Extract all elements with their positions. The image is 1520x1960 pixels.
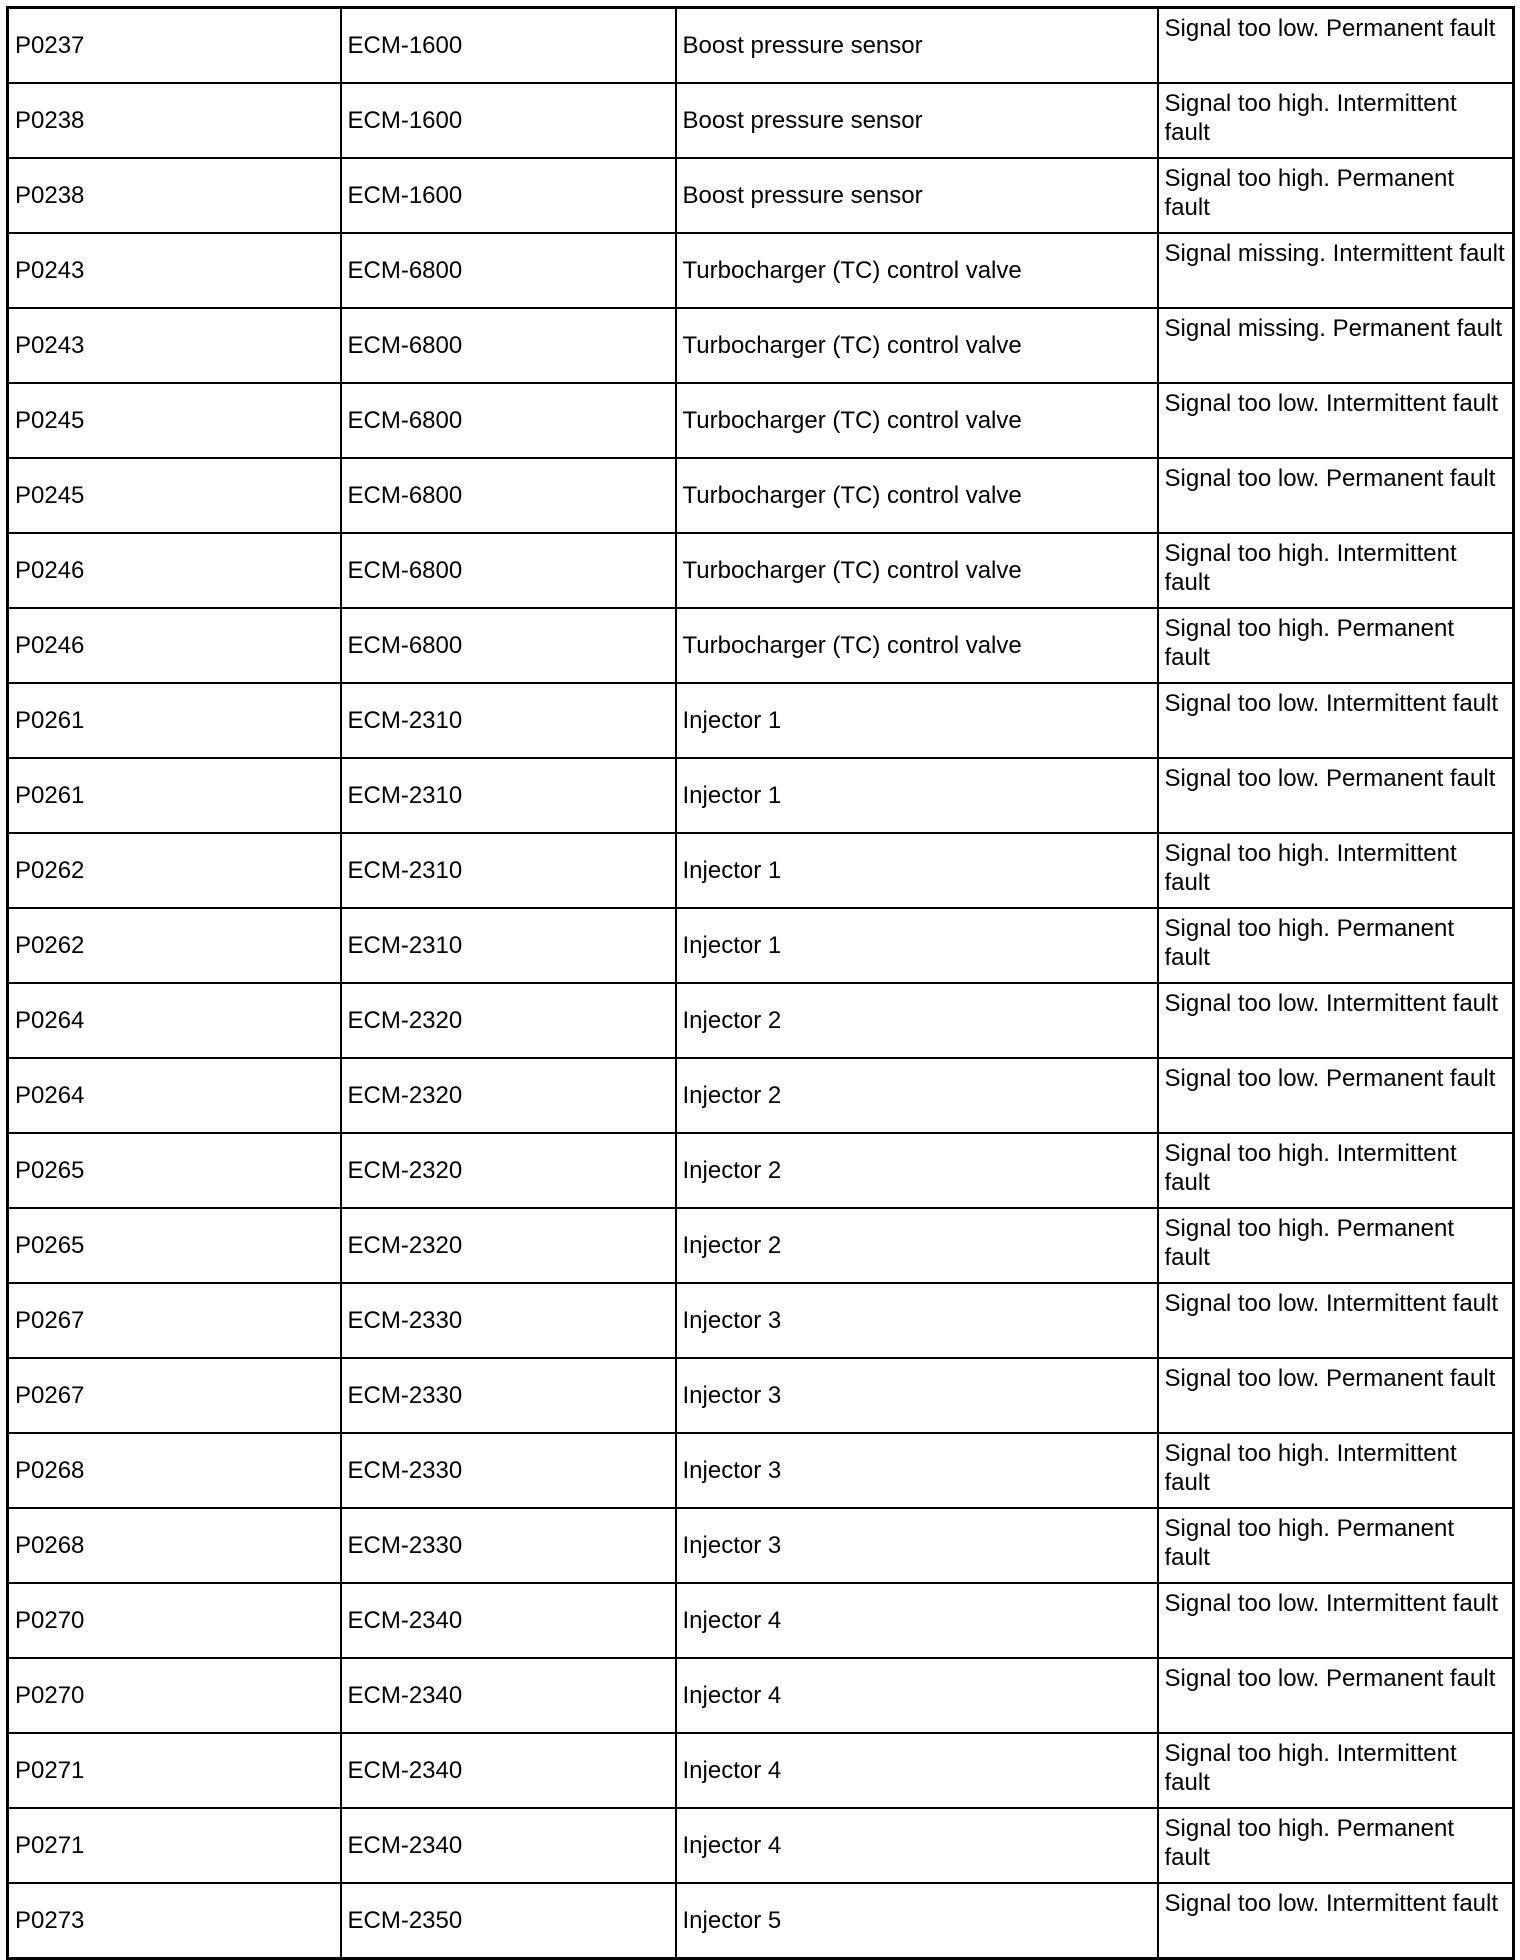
- component-cell: Injector 1: [676, 758, 1158, 833]
- table-row: [8, 1058, 1514, 1133]
- fault-description-cell: Signal too low. Permanent fault: [1158, 1658, 1514, 1733]
- ecm-code-cell: ECM-6800: [341, 608, 676, 683]
- ecm-code-cell: ECM-2330: [341, 1433, 676, 1508]
- fault-code-cell: P0245: [8, 458, 341, 533]
- fault-description-cell: Signal too high. Permanent fault: [1158, 1808, 1514, 1883]
- component-cell: Turbocharger (TC) control valve: [676, 533, 1158, 608]
- fault-code-cell: P0267: [8, 1358, 341, 1433]
- fault-code-cell: P0265: [8, 1208, 341, 1283]
- ecm-code-cell: ECM-6800: [341, 308, 676, 383]
- fault-description-cell: Signal too high. Permanent fault: [1158, 1208, 1514, 1283]
- table-row: [8, 908, 1514, 983]
- table-row: [8, 8, 1514, 84]
- component-cell: Injector 3: [676, 1283, 1158, 1358]
- fault-description-cell: Signal too low. Permanent fault: [1158, 1058, 1514, 1133]
- component-cell: Injector 1: [676, 833, 1158, 908]
- fault-code-cell: P0238: [8, 83, 341, 158]
- fault-description-cell: Signal too high. Intermittent fault: [1158, 533, 1514, 608]
- fault-code-cell: P0264: [8, 1058, 341, 1133]
- component-cell: Injector 4: [676, 1808, 1158, 1883]
- table-row: [8, 608, 1514, 683]
- table-row: [8, 533, 1514, 608]
- table-row: [8, 983, 1514, 1058]
- fault-code-cell: P0270: [8, 1583, 341, 1658]
- component-cell: Injector 2: [676, 1058, 1158, 1133]
- fault-description-cell: Signal too low. Intermittent fault: [1158, 683, 1514, 758]
- table-row: [8, 1583, 1514, 1658]
- fault-code-cell: P0271: [8, 1733, 341, 1808]
- fault-code-cell: P0238: [8, 158, 341, 233]
- ecm-code-cell: ECM-6800: [341, 383, 676, 458]
- table-row: [8, 1133, 1514, 1208]
- fault-code-cell: P0267: [8, 1283, 341, 1358]
- fault-code-cell: P0268: [8, 1433, 341, 1508]
- table-row: [8, 1283, 1514, 1358]
- fault-code-cell: P0271: [8, 1808, 341, 1883]
- ecm-code-cell: ECM-2310: [341, 908, 676, 983]
- component-cell: Injector 2: [676, 983, 1158, 1058]
- fault-description-cell: Signal missing. Intermittent fault: [1158, 233, 1514, 308]
- component-cell: Boost pressure sensor: [676, 158, 1158, 233]
- table-row: [8, 158, 1514, 233]
- ecm-code-cell: ECM-2320: [341, 1133, 676, 1208]
- table-row: [8, 1658, 1514, 1733]
- table-row: [8, 1733, 1514, 1808]
- ecm-code-cell: ECM-2310: [341, 758, 676, 833]
- fault-code-cell: P0246: [8, 533, 341, 608]
- component-cell: Injector 3: [676, 1358, 1158, 1433]
- ecm-code-cell: ECM-2320: [341, 1058, 676, 1133]
- ecm-code-cell: ECM-2340: [341, 1658, 676, 1733]
- component-cell: Turbocharger (TC) control valve: [676, 233, 1158, 308]
- ecm-code-cell: ECM-2320: [341, 1208, 676, 1283]
- fault-code-cell: P0270: [8, 1658, 341, 1733]
- fault-description-cell: Signal too high. Intermittent fault: [1158, 1733, 1514, 1808]
- fault-description-cell: Signal too high. Intermittent fault: [1158, 1133, 1514, 1208]
- component-cell: Injector 5: [676, 1883, 1158, 1959]
- table-row: [8, 1883, 1514, 1959]
- table-row: [8, 1433, 1514, 1508]
- ecm-code-cell: ECM-1600: [341, 83, 676, 158]
- fault-code-cell: P0264: [8, 983, 341, 1058]
- fault-code-cell: P0243: [8, 233, 341, 308]
- fault-description-cell: Signal too low. Intermittent fault: [1158, 1583, 1514, 1658]
- component-cell: Injector 4: [676, 1658, 1158, 1733]
- ecm-code-cell: ECM-1600: [341, 8, 676, 84]
- component-cell: Boost pressure sensor: [676, 8, 1158, 84]
- fault-description-cell: Signal too high. Intermittent fault: [1158, 1433, 1514, 1508]
- component-cell: Turbocharger (TC) control valve: [676, 458, 1158, 533]
- table-row: [8, 1358, 1514, 1433]
- ecm-code-cell: ECM-2310: [341, 833, 676, 908]
- fault-description-cell: Signal too high. Permanent fault: [1158, 908, 1514, 983]
- fault-description-cell: Signal too high. Intermittent fault: [1158, 833, 1514, 908]
- fault-code-table: [6, 6, 1515, 1960]
- fault-code-cell: P0262: [8, 908, 341, 983]
- ecm-code-cell: ECM-6800: [341, 233, 676, 308]
- fault-code-cell: P0261: [8, 758, 341, 833]
- fault-description-cell: Signal too low. Intermittent fault: [1158, 983, 1514, 1058]
- table-row: [8, 1508, 1514, 1583]
- table-row: [8, 683, 1514, 758]
- fault-code-cell: P0261: [8, 683, 341, 758]
- fault-description-cell: Signal too high. Permanent fault: [1158, 608, 1514, 683]
- fault-code-cell: P0262: [8, 833, 341, 908]
- fault-code-cell: P0246: [8, 608, 341, 683]
- fault-description-cell: Signal too low. Intermittent fault: [1158, 1283, 1514, 1358]
- fault-description-cell: Signal too high. Permanent fault: [1158, 1508, 1514, 1583]
- component-cell: Boost pressure sensor: [676, 83, 1158, 158]
- fault-description-cell: Signal too high. Intermittent fault: [1158, 83, 1514, 158]
- ecm-code-cell: ECM-6800: [341, 458, 676, 533]
- fault-description-cell: Signal missing. Permanent fault: [1158, 308, 1514, 383]
- fault-description-cell: Signal too high. Permanent fault: [1158, 158, 1514, 233]
- ecm-code-cell: ECM-6800: [341, 533, 676, 608]
- fault-code-cell: P0265: [8, 1133, 341, 1208]
- table-row: [8, 83, 1514, 158]
- ecm-code-cell: ECM-2350: [341, 1883, 676, 1959]
- component-cell: Turbocharger (TC) control valve: [676, 308, 1158, 383]
- fault-code-table-body: [8, 8, 1514, 1959]
- ecm-code-cell: ECM-2340: [341, 1583, 676, 1658]
- component-cell: Injector 3: [676, 1433, 1158, 1508]
- component-cell: Injector 2: [676, 1208, 1158, 1283]
- fault-description-cell: Signal too low. Permanent fault: [1158, 8, 1514, 84]
- fault-description-cell: Signal too low. Permanent fault: [1158, 458, 1514, 533]
- ecm-code-cell: ECM-2330: [341, 1358, 676, 1433]
- fault-code-cell: P0273: [8, 1883, 341, 1959]
- component-cell: Injector 1: [676, 908, 1158, 983]
- table-row: [8, 458, 1514, 533]
- table-row: [8, 1808, 1514, 1883]
- table-row: [8, 308, 1514, 383]
- component-cell: Injector 4: [676, 1583, 1158, 1658]
- table-row: [8, 758, 1514, 833]
- ecm-code-cell: ECM-1600: [341, 158, 676, 233]
- component-cell: Turbocharger (TC) control valve: [676, 383, 1158, 458]
- component-cell: Injector 2: [676, 1133, 1158, 1208]
- ecm-code-cell: ECM-2340: [341, 1808, 676, 1883]
- component-cell: Injector 4: [676, 1733, 1158, 1808]
- fault-description-cell: Signal too low. Permanent fault: [1158, 758, 1514, 833]
- component-cell: Injector 1: [676, 683, 1158, 758]
- component-cell: Turbocharger (TC) control valve: [676, 608, 1158, 683]
- fault-description-cell: Signal too low. Permanent fault: [1158, 1358, 1514, 1433]
- fault-code-cell: P0268: [8, 1508, 341, 1583]
- ecm-code-cell: ECM-2320: [341, 983, 676, 1058]
- ecm-code-cell: ECM-2330: [341, 1508, 676, 1583]
- fault-description-cell: Signal too low. Intermittent fault: [1158, 383, 1514, 458]
- fault-description-cell: Signal too low. Intermittent fault: [1158, 1883, 1514, 1959]
- table-row: [8, 233, 1514, 308]
- component-cell: Injector 3: [676, 1508, 1158, 1583]
- fault-code-cell: P0245: [8, 383, 341, 458]
- ecm-code-cell: ECM-2340: [341, 1733, 676, 1808]
- table-row: [8, 1208, 1514, 1283]
- ecm-code-cell: ECM-2330: [341, 1283, 676, 1358]
- fault-code-cell: P0237: [8, 8, 341, 84]
- table-row: [8, 383, 1514, 458]
- ecm-code-cell: ECM-2310: [341, 683, 676, 758]
- table-row: [8, 833, 1514, 908]
- fault-code-cell: P0243: [8, 308, 341, 383]
